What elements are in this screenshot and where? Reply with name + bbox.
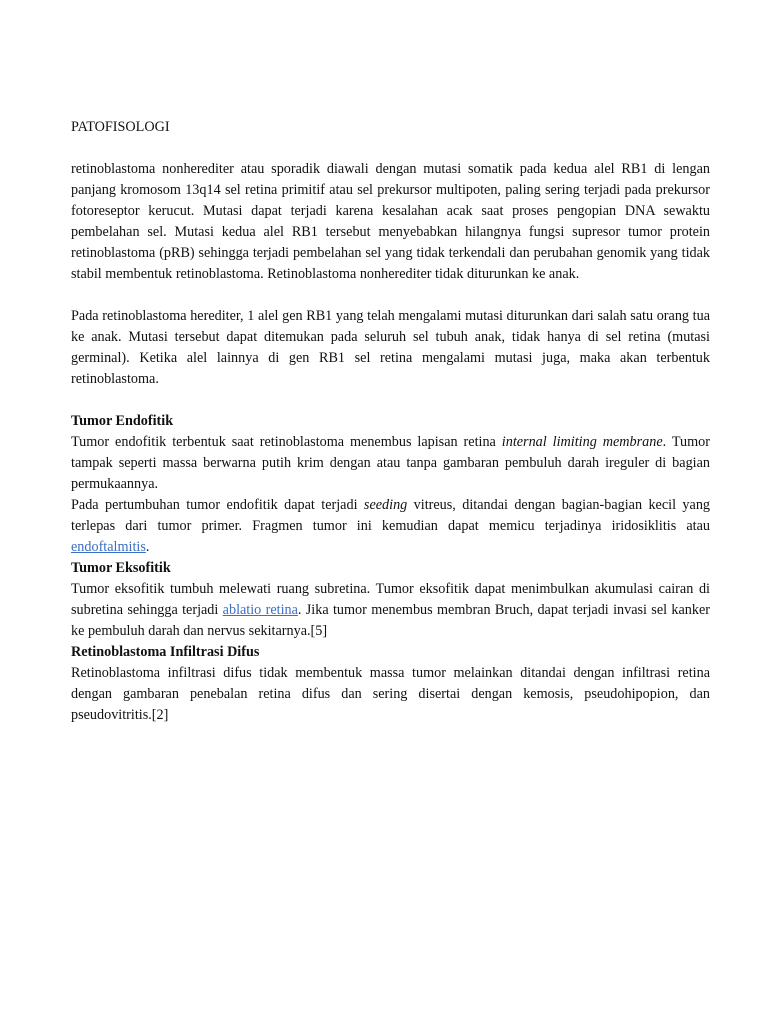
heading-tumor-eksofitik: Tumor Eksofitik bbox=[71, 560, 171, 576]
heading-tumor-endofitik: Tumor Endofitik bbox=[71, 413, 174, 429]
italic-term: internal limiting membrane bbox=[501, 434, 663, 450]
link-ablatio-retina[interactable]: ablatio retina bbox=[222, 602, 298, 618]
text-run: . Jika tumor menembus membran Bruch, dapat terjadi invasi sel kanker ke pembuluh darah dan nervus sekitarnya.[5] bbox=[71, 602, 710, 639]
link-endoftalmitis[interactable]: endoftalmitis bbox=[71, 539, 146, 555]
paragraph-endofitik-2 bbox=[71, 495, 710, 558]
text-run: . Tumor tampak seperti massa berwarna putih krim dengan atau tanpa gambaran pembuluh darah ireguler di bagian permukaannya. bbox=[71, 434, 710, 492]
paragraph-herediter: Pada retinoblastoma herediter, 1 alel gen RB1 yang telah mengalami mutasi diturunkan dari salah satu orang tua ke anak. Mutasi tersebut dapat ditemukan pada seluruh sel tubuh anak, tidak hanya di sel retina (mutasi germinal). Ketika alel lainnya di gen RB1 sel retina mengalami mutasi juga, maka akan terbentuk retinoblastoma. bbox=[71, 308, 710, 387]
text-run: . bbox=[145, 539, 150, 555]
paragraph-gap bbox=[71, 390, 710, 411]
document-page bbox=[71, 117, 710, 726]
text-run: Tumor eksofitik tumbuh melewati ruang subretina. Tumor eksofitik dapat menimbulkan akumulasi cairan di subretina sehingga terjadi bbox=[71, 581, 710, 618]
text-run: Pada pertumbuhan tumor endofitik dapat terjadi bbox=[71, 497, 364, 513]
paragraph-nonherediter: retinoblastoma nonherediter atau sporadik diawali dengan mutasi somatik pada kedua alel RB1 di lengan panjang kromosom 13q14 sel retina primitif atau sel prekursor multipoten, paling sering terjadi pada prekursor fotoreseptor kerucut. Mutasi dapat terjadi karena kesalahan acak saat proses pengopian DNA sewaktu pembelahan sel. Mutasi kedua alel RB1 tersebut menyebabkan hilangnya fungsi supresor tumor protein retinoblastoma (pRB) sehingga terjadi pembelahan sel yang tidak terkendali dan perubahan genomik yang tidak stabil membentuk retinoblastoma. Retinoblastoma nonherediter tidak diturunkan ke anak. bbox=[71, 161, 710, 282]
paragraph-gap bbox=[71, 285, 710, 306]
italic-term: seeding bbox=[363, 497, 408, 513]
document-title: PATOFISOLOGI bbox=[71, 119, 170, 135]
paragraph-eksofitik bbox=[71, 579, 710, 642]
paragraph-endofitik-1 bbox=[71, 432, 710, 495]
paragraph-infiltrasi-difus: Retinoblastoma infiltrasi difus tidak membentuk massa tumor melainkan ditandai dengan infiltrasi retina dengan gambaran penebalan retina difus dan sering disertai dengan kemosis, pseudohipopion, dan pseudovitritis.[2] bbox=[71, 665, 710, 723]
text-run: vitreus, ditandai dengan bagian-bagian kecil yang terlepas dari tumor primer. Fragmen tumor ini kemudian dapat memicu terjadinya iridosiklitis atau bbox=[71, 497, 711, 534]
text-run: Tumor endofitik terbentuk saat retinoblastoma menembus lapisan retina bbox=[71, 434, 502, 450]
heading-infiltrasi-difus: Retinoblastoma Infiltrasi Difus bbox=[71, 644, 260, 660]
